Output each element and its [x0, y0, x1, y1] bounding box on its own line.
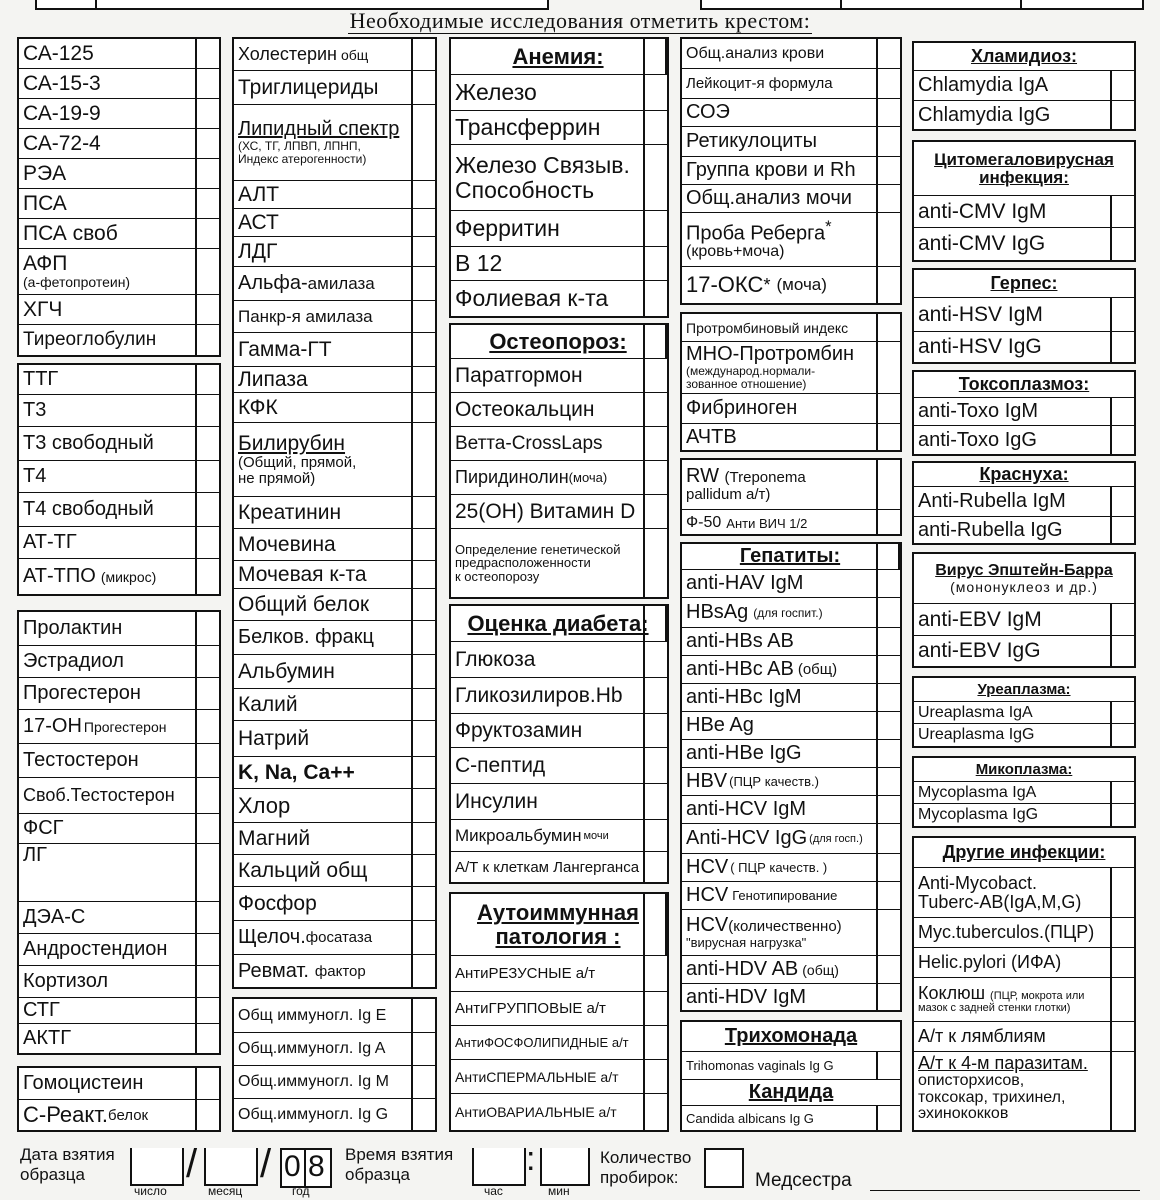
osteoporosis-box — [449, 323, 669, 599]
test-row[interactable]: anti-CMV IgG — [918, 232, 1046, 255]
test-row[interactable]: РЭА — [19, 159, 219, 189]
test-row[interactable]: ТТГ — [19, 365, 219, 395]
herpes-box — [912, 268, 1136, 364]
test-row[interactable]: Фибриноген — [682, 394, 900, 424]
test-row[interactable]: Кортизол — [19, 966, 219, 998]
minute-caption: мин — [548, 1184, 570, 1198]
test-row[interactable]: anti-EBV IgG — [918, 639, 1041, 662]
time-separator: : — [526, 1140, 536, 1178]
nurse-signature-line[interactable] — [870, 1190, 1140, 1191]
section-title: Трихомонада — [682, 1022, 900, 1052]
test-row[interactable]: Ф-50 Анти ВИЧ 1/2 — [686, 514, 808, 531]
test-row[interactable]: Ветта-CrossLaps — [451, 427, 667, 461]
page-title: Необходимые исследования отметить крестом: — [349, 8, 811, 33]
test-row[interactable]: anti-HAV IgM — [682, 570, 900, 598]
section-title: Токсоплазмоз: — [914, 372, 1134, 398]
test-row[interactable]: Общ.анализ крови — [682, 39, 900, 69]
test-row[interactable]: АФП (а-фетопротеин) — [19, 249, 219, 295]
date-separator: / — [260, 1142, 272, 1186]
trichomonas-box — [680, 1020, 902, 1132]
mycoplasma-box — [912, 756, 1136, 828]
section-title: Герпес: — [914, 270, 1134, 298]
diabetes-box — [449, 604, 669, 884]
test-row[interactable]: Проба Реберга* (кровь+моча) — [682, 213, 900, 267]
test-row[interactable]: Лейкоцит-я формула — [682, 69, 900, 99]
test-row[interactable]: Железо Связыв. Способность — [451, 145, 667, 211]
test-row[interactable]: RW (Treponema pallidum а/т) — [682, 460, 900, 510]
test-row[interactable]: Холестерин общ — [234, 39, 435, 71]
test-row[interactable]: Липаза — [234, 367, 435, 393]
ureaplasma-box — [912, 676, 1136, 748]
test-row[interactable]: Эстрадиол — [19, 646, 219, 678]
test-row[interactable]: Билирубин (Общий, прямой, не прямой) — [234, 423, 435, 497]
month-field[interactable] — [204, 1148, 258, 1186]
date-label: Дата взятия образца — [20, 1145, 115, 1184]
test-row[interactable]: Mycoplasma IgG — [918, 806, 1039, 823]
test-row[interactable]: Тестостерон — [19, 744, 219, 778]
ebv-box — [912, 552, 1136, 668]
test-row[interactable]: С-Реакт. белок — [23, 1102, 149, 1127]
test-row[interactable]: ЛДГ — [234, 237, 435, 267]
test-row[interactable]: anti-HDV AB (общ) — [682, 956, 900, 984]
test-row[interactable]: Мочевина — [234, 529, 435, 561]
test-row[interactable]: Андростендион — [19, 934, 219, 966]
test-row[interactable]: Фосфор — [234, 887, 435, 921]
test-row[interactable]: HCV(количественно) "вирусная нагрузка" — [682, 910, 900, 956]
test-row[interactable]: Helic.pylori (ИФА) — [914, 948, 1134, 978]
section-title: Гепатиты: — [682, 544, 900, 570]
tubes-label: Количество пробирок: — [600, 1148, 692, 1187]
chlamydia-box — [912, 41, 1136, 131]
day-field[interactable] — [130, 1148, 184, 1186]
test-row[interactable]: Микроальбумин мочи — [451, 820, 667, 852]
homocysteine-box — [17, 1066, 221, 1132]
test-row[interactable]: ФСГ — [19, 814, 219, 844]
test-row[interactable]: Пиридинолин (моча) — [451, 461, 667, 495]
test-row[interactable]: anti-HSV IgM — [914, 298, 1134, 332]
section-title: Другие инфекции: — [914, 838, 1134, 868]
test-row[interactable]: Общ.иммуногл. Ig M — [234, 1066, 435, 1099]
test-row[interactable]: anti-Toxo IgG — [918, 428, 1037, 451]
test-row[interactable]: Общ.иммуногл. Ig A — [234, 1033, 435, 1066]
test-row[interactable]: АЧТВ — [686, 425, 737, 448]
hepatitis-box — [680, 542, 902, 1012]
test-row[interactable]: Глюкоза — [451, 642, 667, 678]
test-row[interactable]: Гомоцистеин — [19, 1068, 219, 1100]
section-title: Остеопороз: — [451, 325, 667, 359]
section-title: Микоплазма: — [914, 758, 1134, 782]
section-title: Краснуха: — [914, 463, 1134, 487]
test-row[interactable]: Ревмат. фактор — [238, 959, 366, 982]
test-row[interactable]: Тиреоглобулин — [23, 329, 157, 350]
test-row[interactable]: Ureaplasma IgA — [914, 702, 1134, 724]
test-row[interactable]: Гликозилиров.Hb — [451, 678, 667, 714]
test-row[interactable]: АЛТ — [234, 181, 435, 209]
test-row[interactable]: Кальций общ — [234, 855, 435, 887]
test-row[interactable]: Магний — [234, 823, 435, 855]
test-row[interactable]: А/т к 4-м паразитам. описторхисов, токсокар, трихинел, эхинококков — [918, 1053, 1088, 1123]
test-row[interactable]: anti-HBe IgG — [682, 740, 900, 768]
test-row[interactable]: HBV (ПЦР качеств.) — [682, 768, 900, 796]
test-row[interactable]: АТ-ТПО (микрос) — [23, 565, 157, 587]
test-row[interactable]: Т4 свободный — [19, 493, 219, 527]
test-row[interactable]: Anti-HCV IgG (для госп.) — [682, 824, 900, 854]
test-row[interactable]: Триглицериды — [234, 71, 435, 105]
time-label: Время взятия образца — [345, 1145, 454, 1184]
month-caption: месяц — [208, 1184, 243, 1198]
test-row[interactable]: СА-15-3 — [19, 69, 219, 99]
section-title: Анемия: — [451, 39, 667, 75]
test-row[interactable]: Chlamydia IgA — [914, 71, 1134, 101]
test-row[interactable]: Мочевая к-та — [234, 561, 435, 589]
biochem-box — [232, 37, 437, 989]
rw-hiv-box — [680, 458, 902, 536]
test-row[interactable]: ПСА — [19, 189, 219, 219]
test-row[interactable]: anti-HCV IgM — [682, 796, 900, 824]
blood-analysis-box — [680, 37, 902, 305]
test-row[interactable]: Anti-Mycobact. Tuberc-AB(IgA,M,G) — [914, 868, 1134, 918]
section-title: Оценка диабета: — [451, 606, 667, 642]
test-row[interactable]: Ретикулоциты — [682, 127, 900, 157]
day-caption: число — [134, 1184, 167, 1198]
test-row[interactable]: HCV ( ПЦР качеств. ) — [682, 854, 900, 882]
year-caption: год — [292, 1184, 310, 1198]
test-row[interactable]: АнтиФОСФОЛИПИДНЫЕ а/т — [451, 1026, 667, 1060]
hormones-box — [17, 610, 221, 1055]
test-row[interactable]: Коклюш (ПЦР, мокрота или мазок с задней стенки глотки) — [914, 978, 1134, 1022]
test-row[interactable]: ДЭА-С — [19, 902, 219, 934]
test-row[interactable]: anti-EBV IgM — [914, 604, 1134, 636]
test-row[interactable]: Группа крови и Rh — [682, 157, 900, 185]
test-row[interactable]: Общ иммуногл. Ig E — [234, 999, 435, 1033]
cmv-box — [912, 140, 1136, 262]
test-row[interactable]: Общ.анализ мочи — [682, 185, 900, 213]
test-row[interactable]: СА-72-4 — [19, 129, 219, 159]
sample-info-footer — [0, 1140, 1160, 1200]
test-row[interactable]: Ферритин — [451, 211, 667, 247]
test-row[interactable]: Щелоч. фосатаза — [234, 921, 435, 955]
year-digit: 8 — [308, 1150, 325, 1183]
date-separator: / — [186, 1142, 198, 1186]
test-row[interactable]: Своб.Тестостерон — [19, 778, 219, 814]
test-row[interactable]: Фолиевая к-та — [455, 285, 609, 311]
test-row[interactable]: anti-Toxo IgM — [914, 398, 1134, 426]
test-row[interactable]: K, Na, Ca++ — [234, 757, 435, 789]
test-row[interactable]: СОЭ — [682, 99, 900, 127]
test-row[interactable]: Прогестерон — [19, 678, 219, 710]
test-row[interactable]: А/т к лямблиям — [914, 1022, 1134, 1052]
test-row[interactable]: anti-HDV IgM — [686, 985, 807, 1008]
test-row[interactable]: Железо — [451, 75, 667, 111]
test-row[interactable]: Т4 — [19, 461, 219, 493]
test-row[interactable]: Калий — [234, 689, 435, 721]
test-row[interactable]: Trihomonas vaginals Ig G — [682, 1052, 900, 1080]
test-row[interactable]: Панкр-я амилаза — [234, 301, 435, 333]
test-row[interactable]: anti-Rubella IgG — [918, 518, 1063, 541]
test-row[interactable]: Фруктозамин — [451, 714, 667, 748]
test-row[interactable]: Остеокальцин — [451, 393, 667, 427]
year-digit: 0 — [284, 1150, 301, 1183]
rubella-box — [912, 461, 1136, 545]
test-row[interactable]: Определение генетической предрасположенности к остеопорозу — [455, 541, 621, 584]
test-row[interactable]: 25(ОН) Витамин D — [451, 495, 667, 529]
anemia-box — [449, 37, 669, 318]
test-row[interactable]: Протромбиновый индекс — [682, 314, 900, 342]
test-row[interactable]: 17-ОКС * (моча) — [686, 272, 827, 297]
section-title: Кандида — [682, 1080, 900, 1106]
test-row[interactable]: СТГ — [19, 998, 219, 1024]
section-title: Вирус Эпштейн-Барра (мононуклеоз и др.) — [914, 554, 1134, 604]
test-row[interactable]: А/Т к клеткам Лангерганса — [455, 858, 640, 876]
section-title: Уреаплазма: — [914, 678, 1134, 702]
toxoplasmosis-box — [912, 370, 1136, 456]
test-row[interactable]: Липидный спектр (ХС, ТГ, ЛПВП, ЛПНП, Индекс атерогенности) — [234, 105, 435, 181]
test-row[interactable]: anti-HSV IgG — [918, 335, 1042, 358]
test-row[interactable]: HBsAg (для госпит.) — [682, 598, 900, 628]
hour-field[interactable] — [472, 1148, 526, 1186]
test-row[interactable]: Паратгормон — [451, 359, 667, 393]
test-row[interactable]: Трансферрин — [451, 111, 667, 145]
test-row[interactable]: anti-CMV IgM — [914, 196, 1134, 228]
test-row[interactable]: Пролактин — [19, 612, 219, 646]
test-row[interactable]: HBe Ag — [682, 712, 900, 740]
tubes-field[interactable] — [704, 1148, 744, 1188]
test-row[interactable]: anti-HBc IgM — [682, 684, 900, 712]
test-row[interactable]: Хлор — [234, 789, 435, 823]
test-row[interactable]: 17-ОН Прогестерон — [19, 710, 219, 744]
nurse-label: Медсестра — [755, 1170, 852, 1191]
test-row[interactable]: СА-125 — [19, 39, 219, 69]
test-row[interactable]: Гамма-ГТ — [234, 333, 435, 367]
test-row[interactable]: anti-HBs AB — [682, 628, 900, 656]
test-row[interactable]: ХГЧ — [19, 295, 219, 325]
test-row[interactable]: Общ.иммуногл. Ig G — [238, 1105, 389, 1123]
test-row[interactable]: Mycoplasma IgA — [914, 782, 1134, 804]
test-row[interactable]: АнтиСПЕРМАЛЬНЫЕ а/т — [451, 1060, 667, 1094]
test-row[interactable]: МНО-Протромбин (международ.нормали- зованное отношение) — [682, 342, 900, 394]
test-row[interactable]: Альфа- амилаза — [234, 267, 435, 301]
test-row[interactable]: Т3 — [19, 395, 219, 427]
other-infections-box — [912, 836, 1136, 1132]
test-row[interactable]: АнтиГРУППОВЫЕ а/т — [451, 992, 667, 1026]
test-row[interactable]: Инсулин — [451, 784, 667, 820]
test-row[interactable]: Креатинин — [234, 497, 435, 529]
test-row[interactable]: Anti-Rubella IgM — [914, 487, 1134, 517]
section-title: Хламидиоз: — [914, 43, 1134, 71]
test-row[interactable]: АнтиРЕЗУСНЫЕ а/т — [451, 956, 667, 992]
test-row[interactable]: Белков. фракц — [234, 621, 435, 655]
test-row[interactable]: ПСА своб — [19, 219, 219, 249]
test-row[interactable]: Общий белок — [234, 589, 435, 621]
test-row[interactable]: Т3 свободный — [19, 427, 219, 461]
test-row[interactable]: СА-19-9 — [19, 99, 219, 129]
test-row[interactable]: КФК — [234, 393, 435, 423]
test-row[interactable]: АСТ — [234, 209, 435, 237]
test-row[interactable]: HCV Генотипирование — [682, 882, 900, 910]
hour-caption: час — [484, 1184, 503, 1198]
coagulation-box — [680, 312, 902, 452]
immunoglobulin-box — [232, 997, 437, 1132]
autoimmune-box — [449, 892, 669, 1132]
section-title: Аутоиммунная патология : — [451, 894, 667, 956]
test-row[interactable]: С-пептид — [451, 748, 667, 784]
test-row[interactable]: АКТГ — [23, 1027, 72, 1049]
thyroid-box — [17, 363, 221, 596]
test-row[interactable]: АнтиОВАРИАЛЬНЫЕ а/т — [455, 1104, 617, 1120]
test-row[interactable]: Myc.tuberculos.(ПЦР) — [914, 918, 1134, 948]
test-row[interactable]: Chlamydia IgG — [918, 103, 1051, 126]
test-row[interactable]: Candida albicans Ig G — [686, 1110, 814, 1126]
test-row[interactable]: Альбумин — [234, 655, 435, 689]
test-row[interactable]: В 12 — [451, 247, 667, 281]
section-title: Цитомегаловирусная инфекция: — [914, 142, 1134, 196]
year-field[interactable] — [280, 1148, 332, 1188]
test-row[interactable]: anti-HBc AB (общ) — [682, 656, 900, 684]
minute-field[interactable] — [540, 1148, 590, 1186]
test-row[interactable]: Ureaplasma IgG — [918, 726, 1035, 743]
test-row[interactable]: АТ-ТГ — [19, 527, 219, 559]
tumor-markers-box — [17, 37, 221, 357]
test-row[interactable]: ЛГ — [19, 844, 219, 902]
test-row[interactable]: Натрий — [234, 721, 435, 757]
